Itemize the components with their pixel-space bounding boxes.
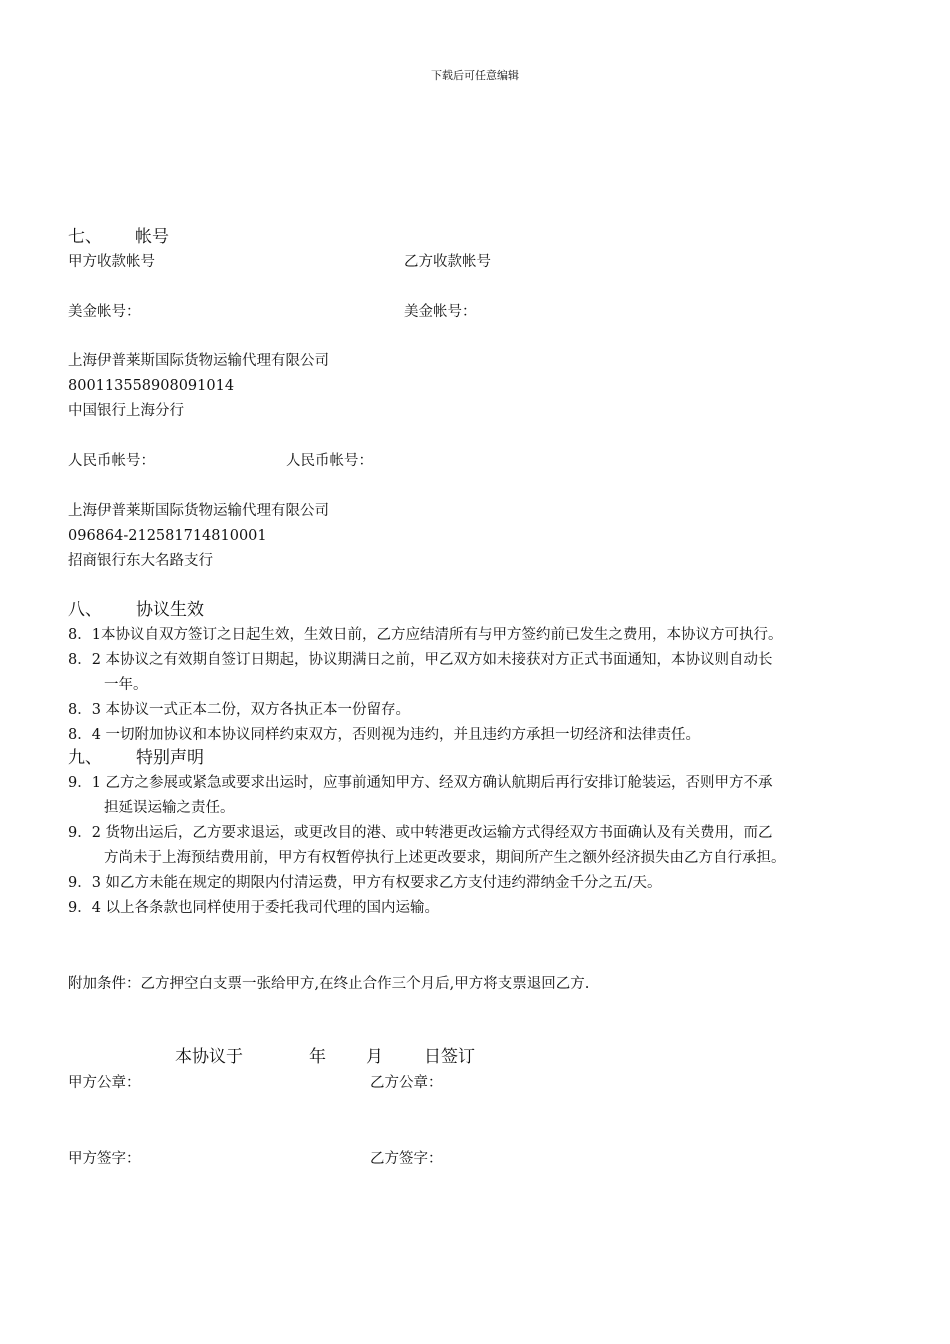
usd-bank-name: 中国银行上海分行 — [68, 403, 184, 419]
clause-9-2: 9．2 货物出运后，乙方要求退运，或更改目的港、或中转港更改运输方式得经双方书面确认及有关费用，而乙 — [68, 825, 773, 841]
signing-month: 月 — [366, 1047, 383, 1067]
clause-9-1-continued: 担延误运输之责任。 — [104, 800, 235, 816]
clause-9-4: 9．4 以上各条款也同样使用于委托我司代理的国内运输。 — [68, 900, 440, 916]
section-9-clauses — [68, 771, 786, 921]
section-7-title: 帐号 — [135, 227, 169, 247]
party-b-signature-label: 乙方签字： — [370, 1151, 443, 1167]
signing-year: 年 — [309, 1047, 326, 1067]
clause-8-3: 8．3 本协议一式正本二份，双方各执正本一份留存。 — [68, 702, 411, 718]
clause-9-1: 9．1 乙方之参展或紧急或要求出运时，应事前通知甲方、经双方确认航期后再行安排订舱装运，否则甲方不承 — [68, 775, 773, 791]
rmb-account-label-a: 人民币帐号： — [68, 453, 155, 469]
rmb-company-name: 上海伊普莱斯国际货物运输代理有限公司 — [68, 503, 329, 519]
usd-company-name: 上海伊普莱斯国际货物运输代理有限公司 — [68, 353, 329, 369]
rmb-bank-name: 招商银行东大名路支行 — [68, 553, 213, 569]
party-b-seal-label: 乙方公章： — [370, 1075, 443, 1091]
section-9-number: 九、 — [68, 748, 102, 768]
party-a-account-label: 甲方收款帐号 — [68, 254, 155, 270]
clause-8-1: 8．1本协议自双方签订之日起生效，生效日前，乙方应结清所有与甲方签约前已发生之费用，本协议方可执行。 — [68, 627, 783, 643]
section-9-title: 特别声明 — [136, 748, 204, 768]
usd-account-label-a: 美金帐号： — [68, 304, 141, 320]
usd-account-label-b: 美金帐号： — [404, 304, 477, 320]
clause-9-2-continued: 方尚未于上海预结费用前，甲方有权暂停执行上述更改要求，期间所产生之额外经济损失由乙方自行承担。 — [104, 850, 786, 866]
additional-condition: 附加条件：乙方押空白支票一张给甲方,在终止合作三个月后,甲方将支票退回乙方. — [68, 976, 590, 992]
party-a-seal-label: 甲方公章： — [68, 1075, 141, 1091]
signing-day: 日签订 — [424, 1047, 475, 1067]
section-8-title: 协议生效 — [136, 600, 204, 620]
section-8-number: 八、 — [68, 600, 102, 620]
page-header: 下载后可任意编辑 — [431, 69, 519, 82]
rmb-account-number: 096864-212581714810001 — [68, 528, 267, 544]
signing-lead: 本协议于 — [175, 1047, 243, 1067]
party-a-signature-label: 甲方签字： — [68, 1151, 141, 1167]
clause-8-2: 8．2 本协议之有效期自签订日期起，协议期满日之前，甲乙双方如未接获对方正式书面通知，本协议则自动长 — [68, 652, 773, 668]
rmb-account-label-b: 人民币帐号： — [286, 453, 373, 469]
section-7-number: 七、 — [68, 227, 102, 247]
clause-8-2-continued: 一年。 — [104, 677, 148, 693]
clause-9-3: 9．3 如乙方未能在规定的期限内付清运费，甲方有权要求乙方支付违约滞纳金千分之五/天。 — [68, 875, 662, 891]
section-8-clauses — [68, 623, 782, 748]
clause-8-4: 8．4 一切附加协议和本协议同样约束双方，否则视为违约，并且违约方承担一切经济和法律责任。 — [68, 727, 701, 743]
party-b-account-label: 乙方收款帐号 — [404, 254, 491, 270]
usd-account-number: 800113558908091014 — [68, 378, 235, 394]
